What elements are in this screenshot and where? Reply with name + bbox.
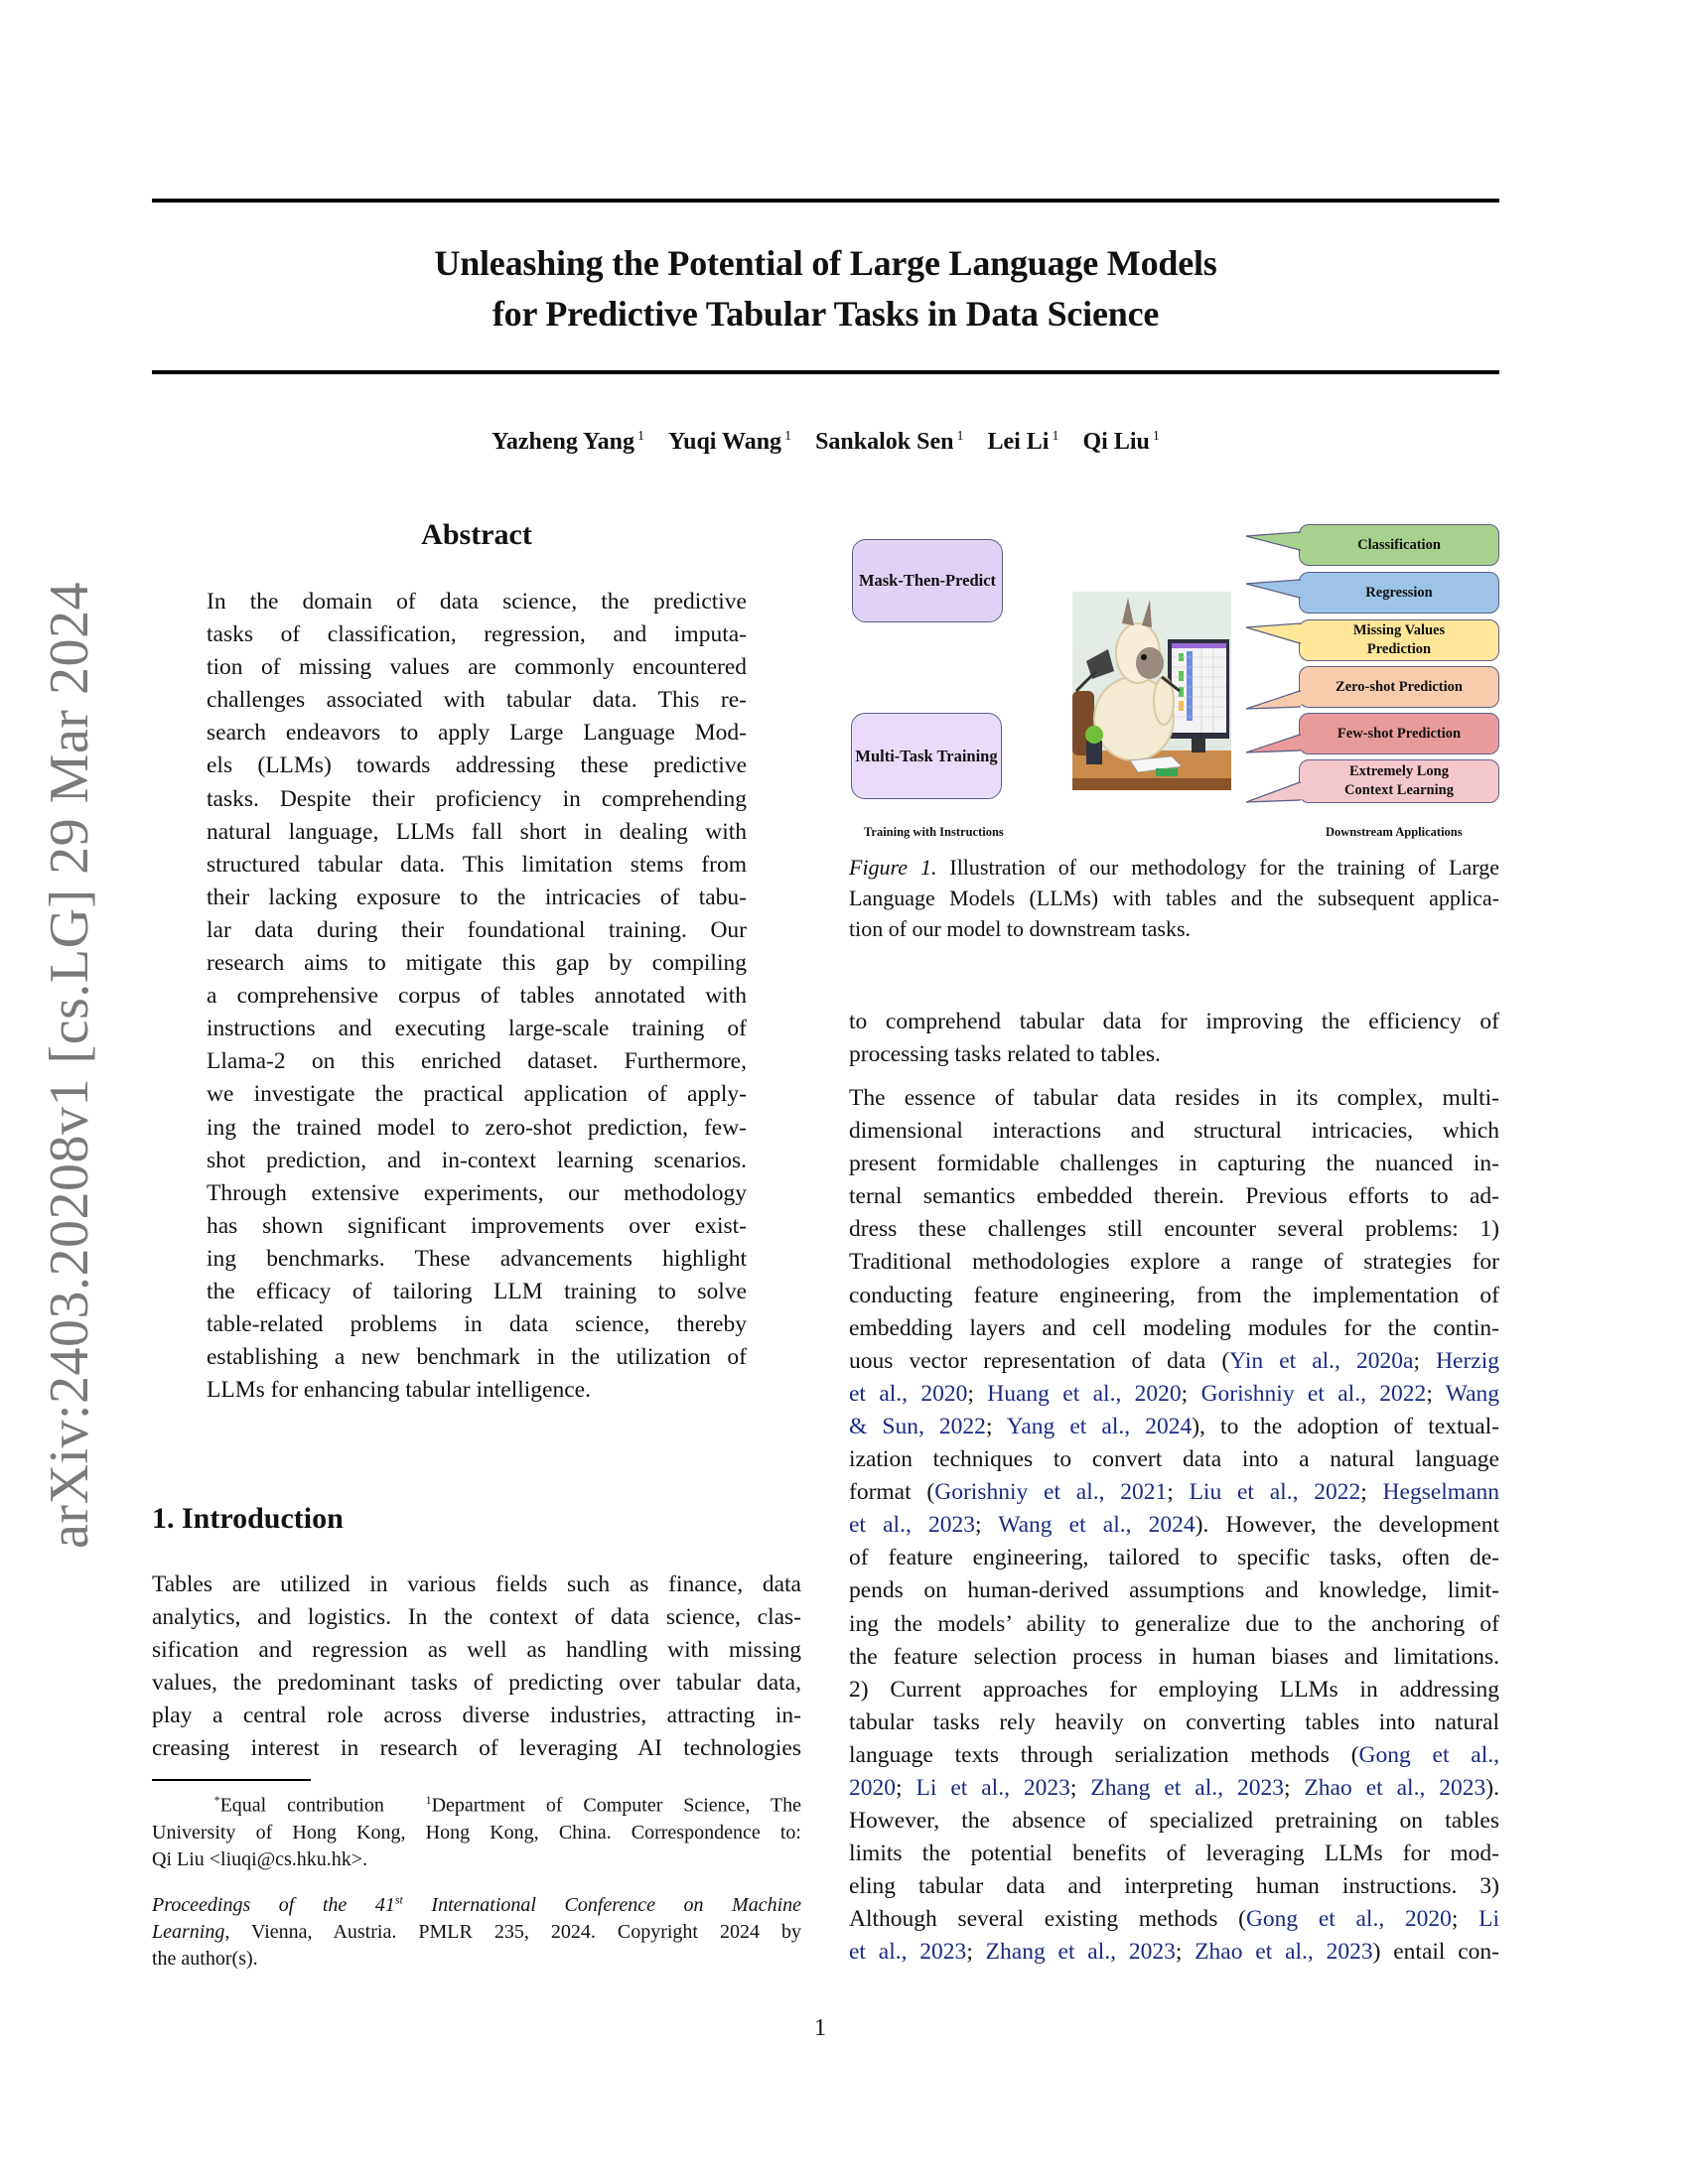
right-column-line: ization techniques to convert data into a natural language [849, 1446, 1499, 1473]
citation-link[interactable]: Gorishniy et al., 2022 [1200, 1380, 1427, 1407]
abstract-line: structured tabular data. This limitation stems from [207, 851, 747, 878]
right-column-line: of feature engineering, tailored to specific tasks, often de- [849, 1545, 1499, 1571]
abstract-line: els (LLMs) towards addressing these predictive [207, 752, 747, 779]
citation-link[interactable]: Hegselmann [1382, 1479, 1500, 1506]
callout-label: Regression [1365, 584, 1433, 601]
title-line-2: for Predictive Tabular Tasks in Data Science [492, 294, 1160, 334]
proceedings-line: Learning, Vienna, Austria. PMLR 235, 2024. Copyright 2024 by [152, 1920, 801, 1943]
author: Qi Liu $^1$ [1082, 429, 1160, 455]
abstract-line: the efficacy of tailoring LLM training to solve [207, 1278, 747, 1304]
abstract-line: tasks of classification, regression, and imputa- [207, 621, 747, 648]
abstract-line: a comprehensive corpus of tables annotated with [207, 983, 747, 1010]
callout-multi-task-training [851, 713, 1002, 799]
caption-line: Language Models (LLMs) with tables and the subsequent applica- [849, 886, 1499, 910]
abstract-line: ing benchmarks. These advancements highlight [207, 1245, 747, 1272]
introduction-line: play a central role across diverse industries, attracting in- [152, 1703, 801, 1729]
abstract-heading: Abstract [421, 518, 532, 551]
right-column-line: present formidable challenges in capturing the nuanced in- [849, 1151, 1499, 1177]
author: Lei Li $^1$ [987, 429, 1059, 455]
abstract-line: challenges associated with tabular data. This re- [207, 687, 747, 714]
callout-regression [1299, 572, 1499, 614]
citation-link[interactable]: Zhang et al., 2023 [1090, 1774, 1284, 1801]
right-column-line: 2) Current approaches for employing LLMs in addressing [849, 1676, 1499, 1703]
callout-zero-shot-prediction [1299, 666, 1499, 708]
figure-1 [849, 524, 1499, 844]
right-column-line: format (Gorishniy et al., 2021; Liu et al., 2022; Hegselmann [849, 1479, 1500, 1506]
abstract-line: search endeavors to apply Large Language Mod- [207, 720, 747, 747]
caption-line: Figure 1. Illustration of our methodology for the training of Large [849, 855, 1500, 880]
introduction-line: values, the predominant tasks of predicting over tabular data, [152, 1670, 801, 1697]
right-column-line: eling tabular data and interpreting human instructions. 3) [849, 1873, 1499, 1900]
right-column-line: et al., 2020; Huang et al., 2020; Gorishniy et al., 2022; Wang [849, 1380, 1500, 1407]
figure-right-footer: Downstream Applications [1326, 825, 1463, 839]
abstract-line: shot prediction, and in-context learning scenarios. [207, 1147, 747, 1173]
right-column-line: embedding layers and cell modeling modules for the contin- [849, 1314, 1499, 1341]
right-column-line: to comprehend tabular data for improving the efficiency of [849, 1009, 1499, 1034]
introduction-body [152, 1569, 801, 1766]
llama-at-computer-icon [1072, 592, 1231, 790]
citation-link[interactable]: Li et al., 2023 [915, 1774, 1070, 1801]
citation-link[interactable]: Liu et al., 2022 [1189, 1479, 1361, 1506]
abstract-line: In the domain of data science, the predictive [207, 589, 747, 614]
citation-link[interactable]: Yang et al., 2024 [1006, 1413, 1193, 1439]
callout-label: Extremely Long Context Learning [1344, 763, 1454, 798]
right-column-line: conducting feature engineering, from the implementation of [849, 1282, 1499, 1308]
citation-link[interactable]: Gong et al., [1358, 1741, 1500, 1768]
callout-label: Multi-Task Training [855, 746, 998, 765]
title-top-rule [152, 199, 1499, 203]
introduction-line: creasing interest in research of leveraging AI technologies [152, 1735, 801, 1762]
arxiv-stamp: arXiv:2403.20208v1 [cs.LG] 29 Mar 2024 [39, 582, 100, 1549]
right-column-line: processing tasks related to tables. [849, 1041, 1161, 1068]
right-column-paragraph-2 [849, 1082, 1499, 1970]
citation-link[interactable]: Yin et al., 2020a [1229, 1347, 1414, 1374]
citation-link[interactable]: Gong et al., 2020 [1245, 1906, 1452, 1933]
citation-link[interactable]: et al., 2023 [849, 1939, 967, 1966]
abstract-line: Through extensive experiments, our methodology [207, 1179, 747, 1206]
abstract-body [207, 586, 747, 1407]
introduction-heading: 1. Introduction [152, 1502, 344, 1535]
right-column-line: Although several existing methods (Gong et al., 2020; Li [849, 1906, 1499, 1933]
introduction-line: sification and regression as well as handling with missing [152, 1637, 801, 1664]
callout-label: Zero-shot Prediction [1336, 678, 1463, 695]
figure-left-footer: Training with Instructions [864, 825, 1004, 839]
footnote-line: Qi Liu <liuqi@cs.hku.hk>. [152, 1847, 368, 1870]
right-column-line: uous vector representation of data (Yin et al., 2020a; Herzig [849, 1347, 1499, 1374]
citation-link[interactable]: Zhao et al., 2023 [1304, 1774, 1486, 1801]
proceedings-line: Proceedings of the 41st International Conference on Machine [152, 1892, 802, 1916]
right-column-line: dimensional interactions and structural intricacies, which [849, 1118, 1499, 1145]
callout-missing-values-prediction [1299, 619, 1499, 661]
proceedings-line: the author(s). [152, 1947, 258, 1970]
citation-link[interactable]: Wang [1445, 1380, 1500, 1407]
title-line-1: Unleashing the Potential of Large Language Models [434, 243, 1217, 283]
callout-classification [1299, 524, 1499, 566]
abstract-line: establishing a new benchmark in the utilization of [207, 1344, 747, 1371]
citation-link[interactable]: 2020 [849, 1774, 896, 1801]
author: Yazheng Yang $^1$ [492, 429, 644, 455]
callout-extremely-long-context-learning [1299, 759, 1499, 803]
abstract-line: we investigate the practical application of apply- [207, 1081, 747, 1108]
citation-link[interactable]: Li [1478, 1906, 1499, 1933]
right-column-line: The essence of tabular data resides in its complex, multi- [849, 1085, 1499, 1111]
callout-label: Mask-Then-Predict [858, 571, 997, 590]
citation-link[interactable]: Huang et al., 2020 [987, 1380, 1182, 1407]
citation-link[interactable]: Wang et al., 2024 [998, 1512, 1196, 1539]
footnote [152, 1787, 801, 1873]
introduction-line: Tables are utilized in various fields such as finance, data [152, 1571, 801, 1597]
abstract-line: table-related problems in data science, thereby [207, 1311, 747, 1338]
abstract-line: their lacking exposure to the intricacies of tabu- [207, 884, 747, 910]
footnote-rule [152, 1779, 311, 1781]
citation-link[interactable]: & Sun, 2022 [849, 1413, 986, 1439]
citation-link[interactable]: Zhao et al., 2023 [1195, 1939, 1373, 1966]
title-bottom-rule [152, 370, 1499, 374]
right-column-line: 2020; Li et al., 2023; Zhang et al., 2023; Zhao et al., 2023). [849, 1774, 1499, 1801]
caption-line: tion of our model to downstream tasks. [849, 916, 1192, 941]
abstract-line: ing the trained model to zero-shot prediction, few- [207, 1114, 747, 1141]
citation-link[interactable]: Herzig [1436, 1347, 1499, 1374]
citation-link[interactable]: et al., 2023 [849, 1512, 975, 1539]
right-column-line: limits the potential benefits of leveraging LLMs for mod- [849, 1841, 1499, 1867]
right-column-line: ing the models’ ability to generalize due to the anchoring of [849, 1610, 1499, 1637]
figure-1-caption [849, 852, 1499, 944]
abstract-line: research aims to mitigate this gap by compiling [207, 950, 747, 977]
abstract-line: has shown significant improvements over exist- [207, 1212, 747, 1239]
right-column-line: tabular tasks rely heavily on converting tables into natural [849, 1708, 1499, 1735]
introduction-line: analytics, and logistics. In the context of data science, clas- [152, 1604, 801, 1631]
callout-label: Classification [1357, 536, 1441, 553]
right-column-line: However, the absence of specialized pretraining on tables [849, 1808, 1499, 1835]
abstract-line: lar data during their foundational training. Our [207, 916, 747, 943]
right-column-line: the feature selection process in human biases and limitations. [849, 1643, 1499, 1670]
right-column-line: et al., 2023; Wang et al., 2024). However, the development [849, 1512, 1500, 1539]
proceedings-note [152, 1886, 801, 1973]
abstract-line: LLMs for enhancing tabular intelligence. [207, 1377, 591, 1404]
callout-tails-icon [1244, 524, 1304, 812]
author-list [152, 429, 1499, 456]
citation-link[interactable]: Zhang et al., 2023 [985, 1939, 1176, 1966]
author: Sankalok Sen $^1$ [815, 429, 964, 455]
right-column-line: ternal semantics embedded therein. Previous efforts to ad- [849, 1183, 1499, 1210]
page-number: 1 [814, 2015, 826, 2041]
right-column-line: Traditional methodologies explore a range of strategies for [849, 1249, 1499, 1276]
abstract-line: Llama-2 on this enriched dataset. Furthermore, [207, 1048, 747, 1075]
citation-link[interactable]: Gorishniy et al., 2021 [934, 1479, 1168, 1506]
right-column-line: pends on human-derived assumptions and knowledge, limit- [849, 1577, 1499, 1604]
right-column-line: dress these challenges still encounter several problems: 1) [849, 1216, 1499, 1243]
footnote-line: University of Hong Kong, Hong Kong, China. Correspondence to: [152, 1821, 801, 1843]
citation-link[interactable]: et al., 2020 [849, 1380, 968, 1407]
callout-mask-then-predict [852, 539, 1003, 622]
right-column-line: et al., 2023; Zhang et al., 2023; Zhao et al., 2023) entail con- [849, 1939, 1500, 1966]
right-column-line: language texts through serialization methods (Gong et al., [849, 1741, 1500, 1768]
callout-label: Few-shot Prediction [1336, 725, 1462, 742]
abstract-line: tion of missing values are commonly encountered [207, 654, 747, 681]
right-column-line: & Sun, 2022; Yang et al., 2024), to the adoption of textual- [849, 1413, 1500, 1439]
llama-illustration [1072, 592, 1231, 790]
author: Yuqi Wang $^1$ [667, 429, 792, 455]
right-column-paragraph-1 [849, 1006, 1499, 1071]
callout-few-shot-prediction [1299, 713, 1499, 754]
callout-label: Missing Values Prediction [1352, 622, 1446, 657]
footnote-line: *Equal contribution $^1$Department of Computer Science, The [213, 1793, 801, 1817]
abstract-line: tasks. Despite their proficiency in comprehending [207, 785, 747, 812]
abstract-line: instructions and executing large-scale training of [207, 1016, 747, 1042]
paper-title [152, 238, 1499, 340]
abstract-line: natural language, LLMs fall short in dealing with [207, 818, 747, 845]
